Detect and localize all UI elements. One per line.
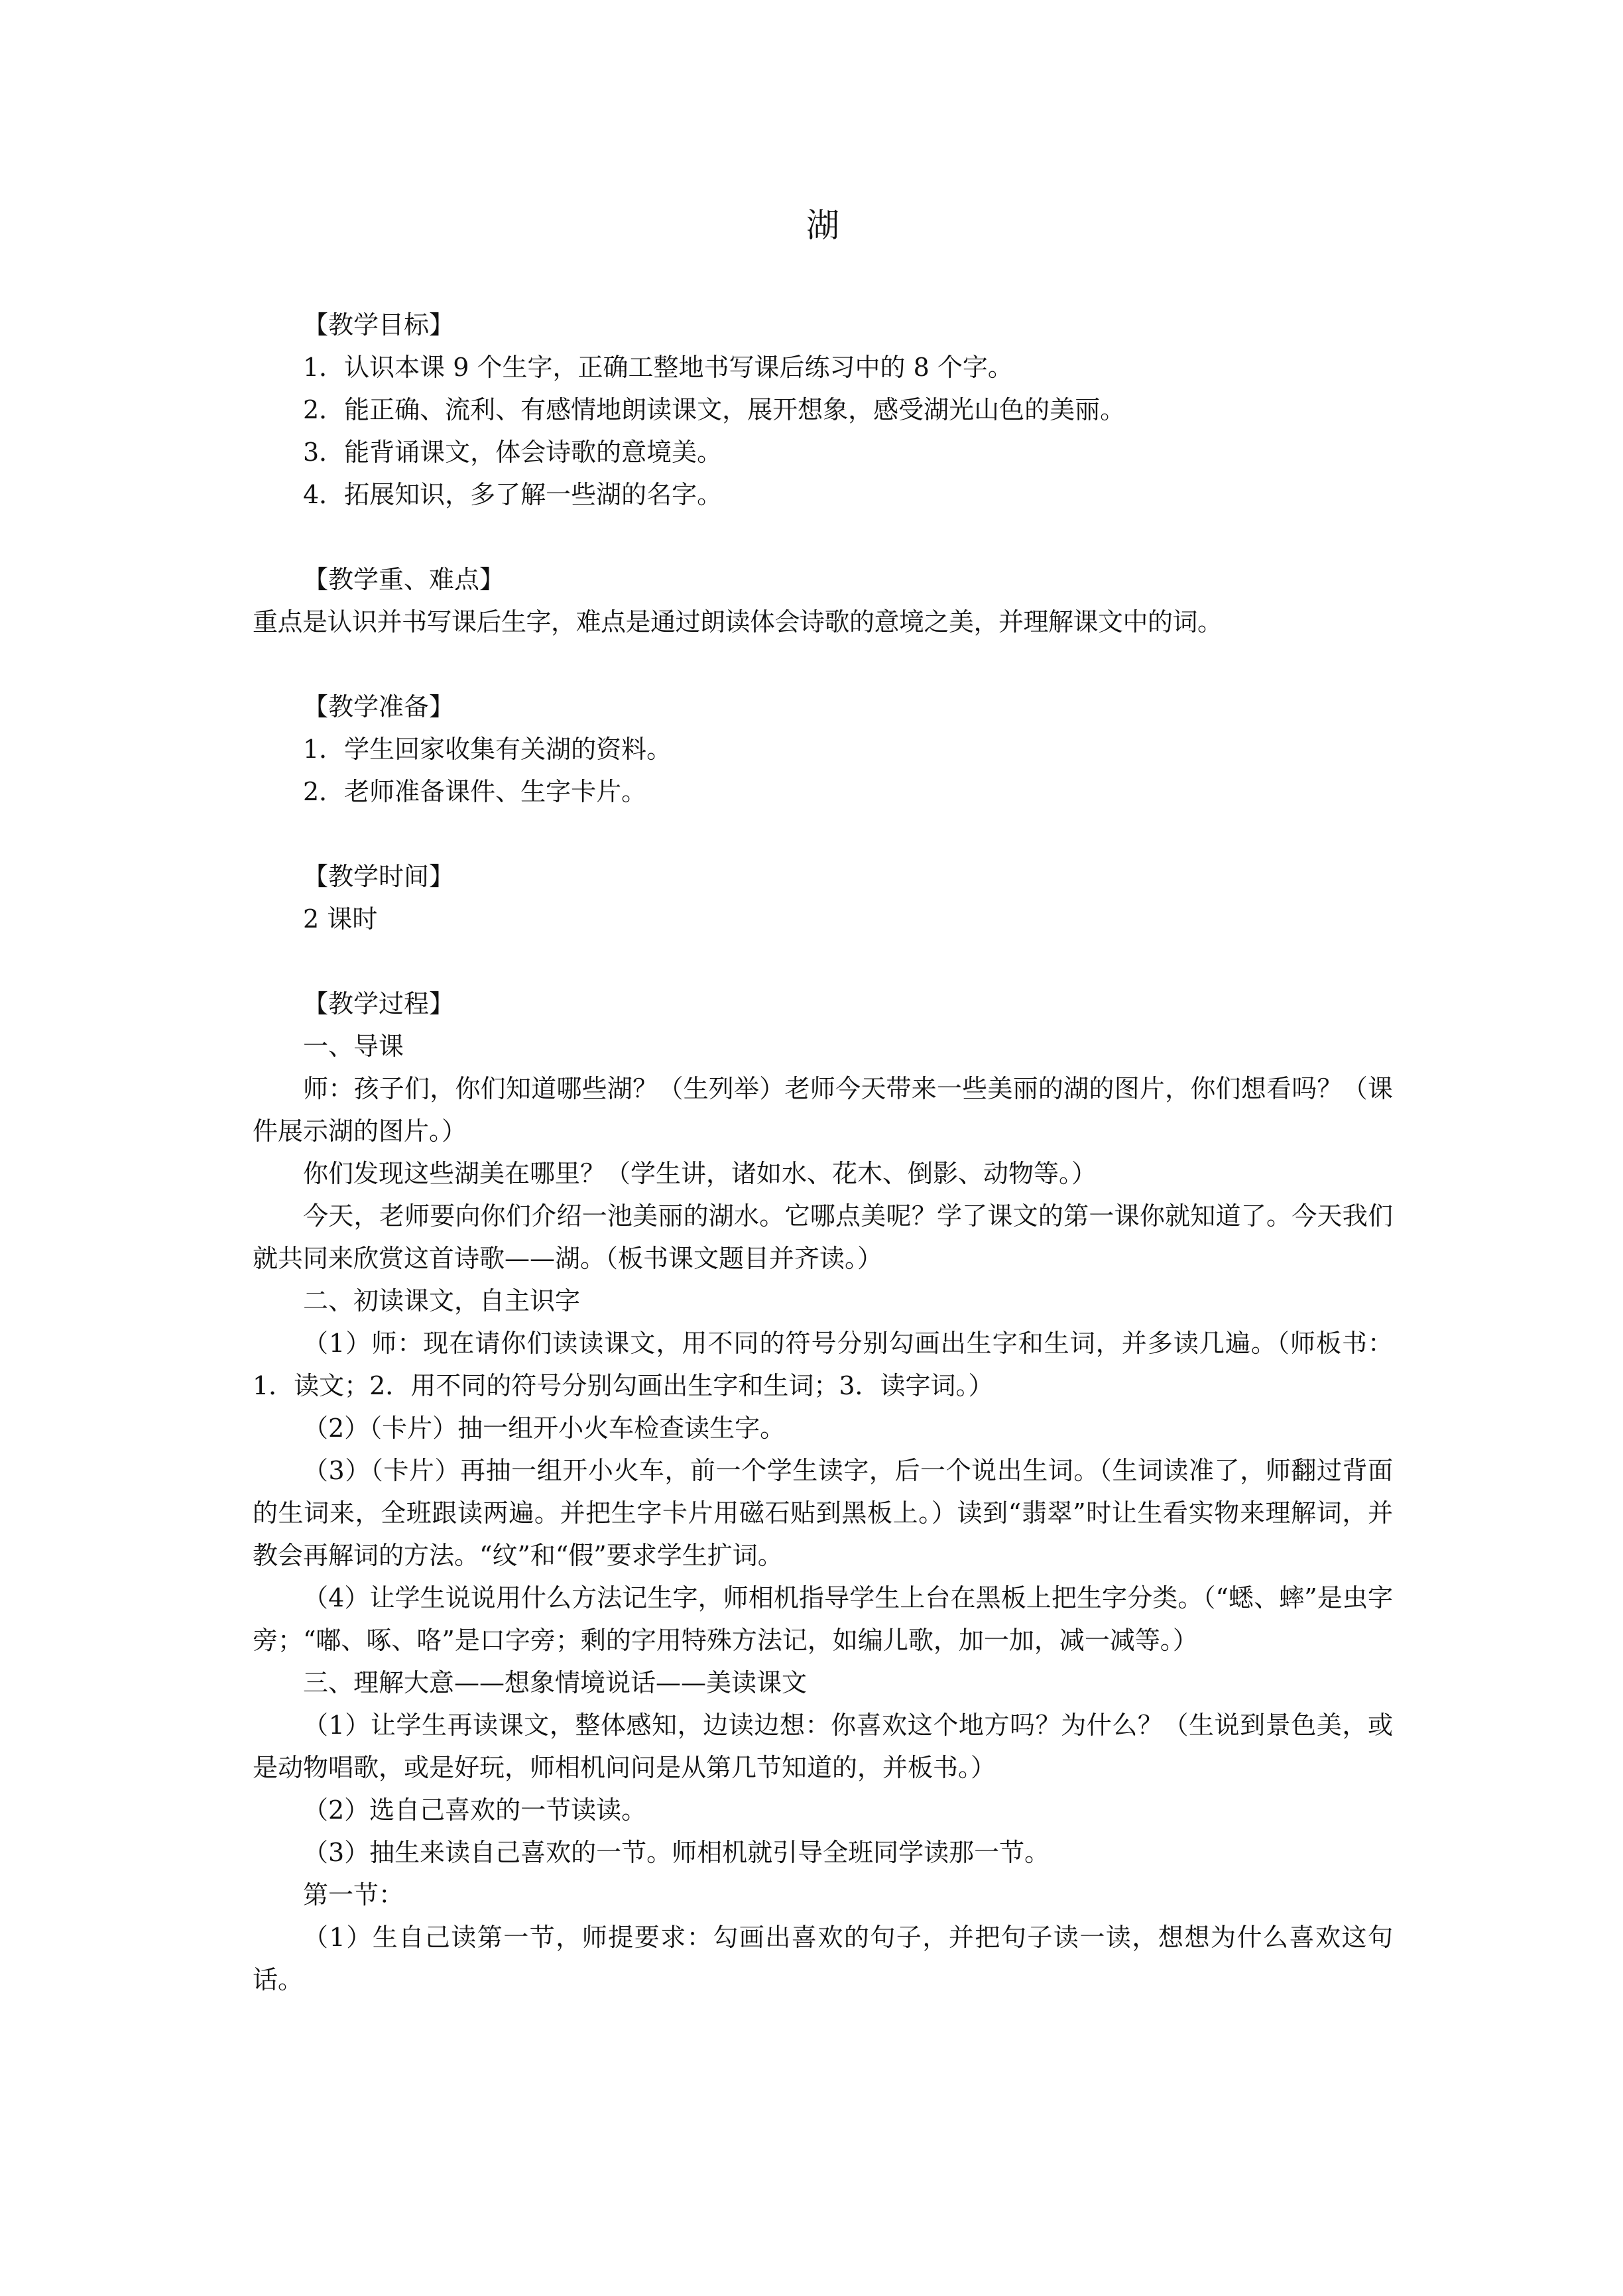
process-paragraph: 二、初读课文，自主识字: [303, 1286, 581, 1315]
section-process: [253, 983, 1393, 2001]
process-paragraph: （1）师：现在请你们读读课文，用不同的符号分别勾画出生字和生词，并多读几遍。（师板书：1．读文；2．用不同的符号分别勾画出生字和生词；3．读字词。）: [253, 1329, 1393, 1400]
section-heading-time: 【教学时间】: [303, 862, 455, 891]
process-paragraph: 今天，老师要向你们介绍一池美丽的湖水。它哪点美呢？学了课文的第一课你就知道了。今天我们就共同来欣赏这首诗歌——湖。（板书课文题目并齐读。）: [253, 1201, 1393, 1273]
document-content: [253, 199, 1393, 2043]
section-key-points: [253, 558, 1393, 643]
process-paragraph: （1）让学生再读课文，整体感知，边读边想：你喜欢这个地方吗？为什么？（生说到景色美，或是动物唱歌，或是好玩，师相机问问是从第几节知道的，并板书。）: [253, 1711, 1393, 1782]
process-paragraph: 第一节：: [303, 1880, 404, 1909]
time-text: 2 课时: [303, 904, 378, 934]
objective-item: 1．认识本课 9 个生字，正确工整地书写课后练习中的 8 个字。: [303, 353, 1013, 382]
section-heading-objectives: 【教学目标】: [303, 310, 455, 339]
process-paragraph: （3）（卡片）再抽一组开小火车，前一个学生读字，后一个说出生词。（生词读准了，师翻过背面的生词来，全班跟读两遍。并把生字卡片用磁石贴到黑板上。）读到“翡翠”时让生看实物来理解词，并教会再解词的方法。“纹”和“假”要求学生扩词。: [253, 1456, 1393, 1570]
key-points-text: 重点是认识并书写课后生字，难点是通过朗读体会诗歌的意境之美，并理解课文中的词。: [253, 607, 1223, 636]
process-paragraph: 师：孩子们，你们知道哪些湖？（生列举）老师今天带来一些美丽的湖的图片，你们想看吗？（课件展示湖的图片。）: [253, 1074, 1393, 1146]
document-title: 湖: [806, 206, 839, 245]
process-paragraph: （2）选自己喜欢的一节读读。: [303, 1795, 647, 1825]
section-heading-key-points: 【教学重、难点】: [303, 565, 505, 594]
process-paragraph: 一、导课: [303, 1032, 404, 1061]
process-paragraph: （1）生自己读第一节，师提要求：勾画出喜欢的句子，并把句子读一读，想想为什么喜欢这句话。: [253, 1923, 1393, 1994]
section-objectives: [253, 304, 1393, 516]
preparation-item: 1．学生回家收集有关湖的资料。: [303, 735, 672, 764]
section-time: [253, 855, 1393, 940]
process-paragraph: （3）抽生来读自己喜欢的一节。师相机就引导全班同学读那一节。: [303, 1838, 1050, 1867]
section-heading-preparation: 【教学准备】: [303, 692, 455, 721]
objective-item: 2．能正确、流利、有感情地朗读课文，展开想象，感受湖光山色的美丽。: [303, 395, 1126, 424]
section-heading-process: 【教学过程】: [303, 989, 455, 1018]
process-paragraph: （2）（卡片）抽一组开小火车检查读生字。: [303, 1414, 786, 1443]
preparation-item: 2．老师准备课件、生字卡片。: [303, 777, 647, 806]
process-paragraph: 你们发现这些湖美在哪里？（学生讲，诸如水、花木、倒影、动物等。）: [303, 1159, 1097, 1188]
process-paragraph: 三、理解大意——想象情境说话——美读课文: [303, 1668, 808, 1697]
objective-item: 3．能背诵课文，体会诗歌的意境美。: [303, 438, 723, 467]
section-preparation: [253, 686, 1393, 813]
objective-item: 4．拓展知识，多了解一些湖的名字。: [303, 480, 723, 509]
process-paragraph: （4）让学生说说用什么方法记生字，师相机指导学生上台在黑板上把生字分类。（“蟋、蟀”是虫字旁；“嘟、啄、咯”是口字旁；剩的字用特殊方法记，如编儿歌，加一加，减一减等。）: [253, 1583, 1393, 1655]
